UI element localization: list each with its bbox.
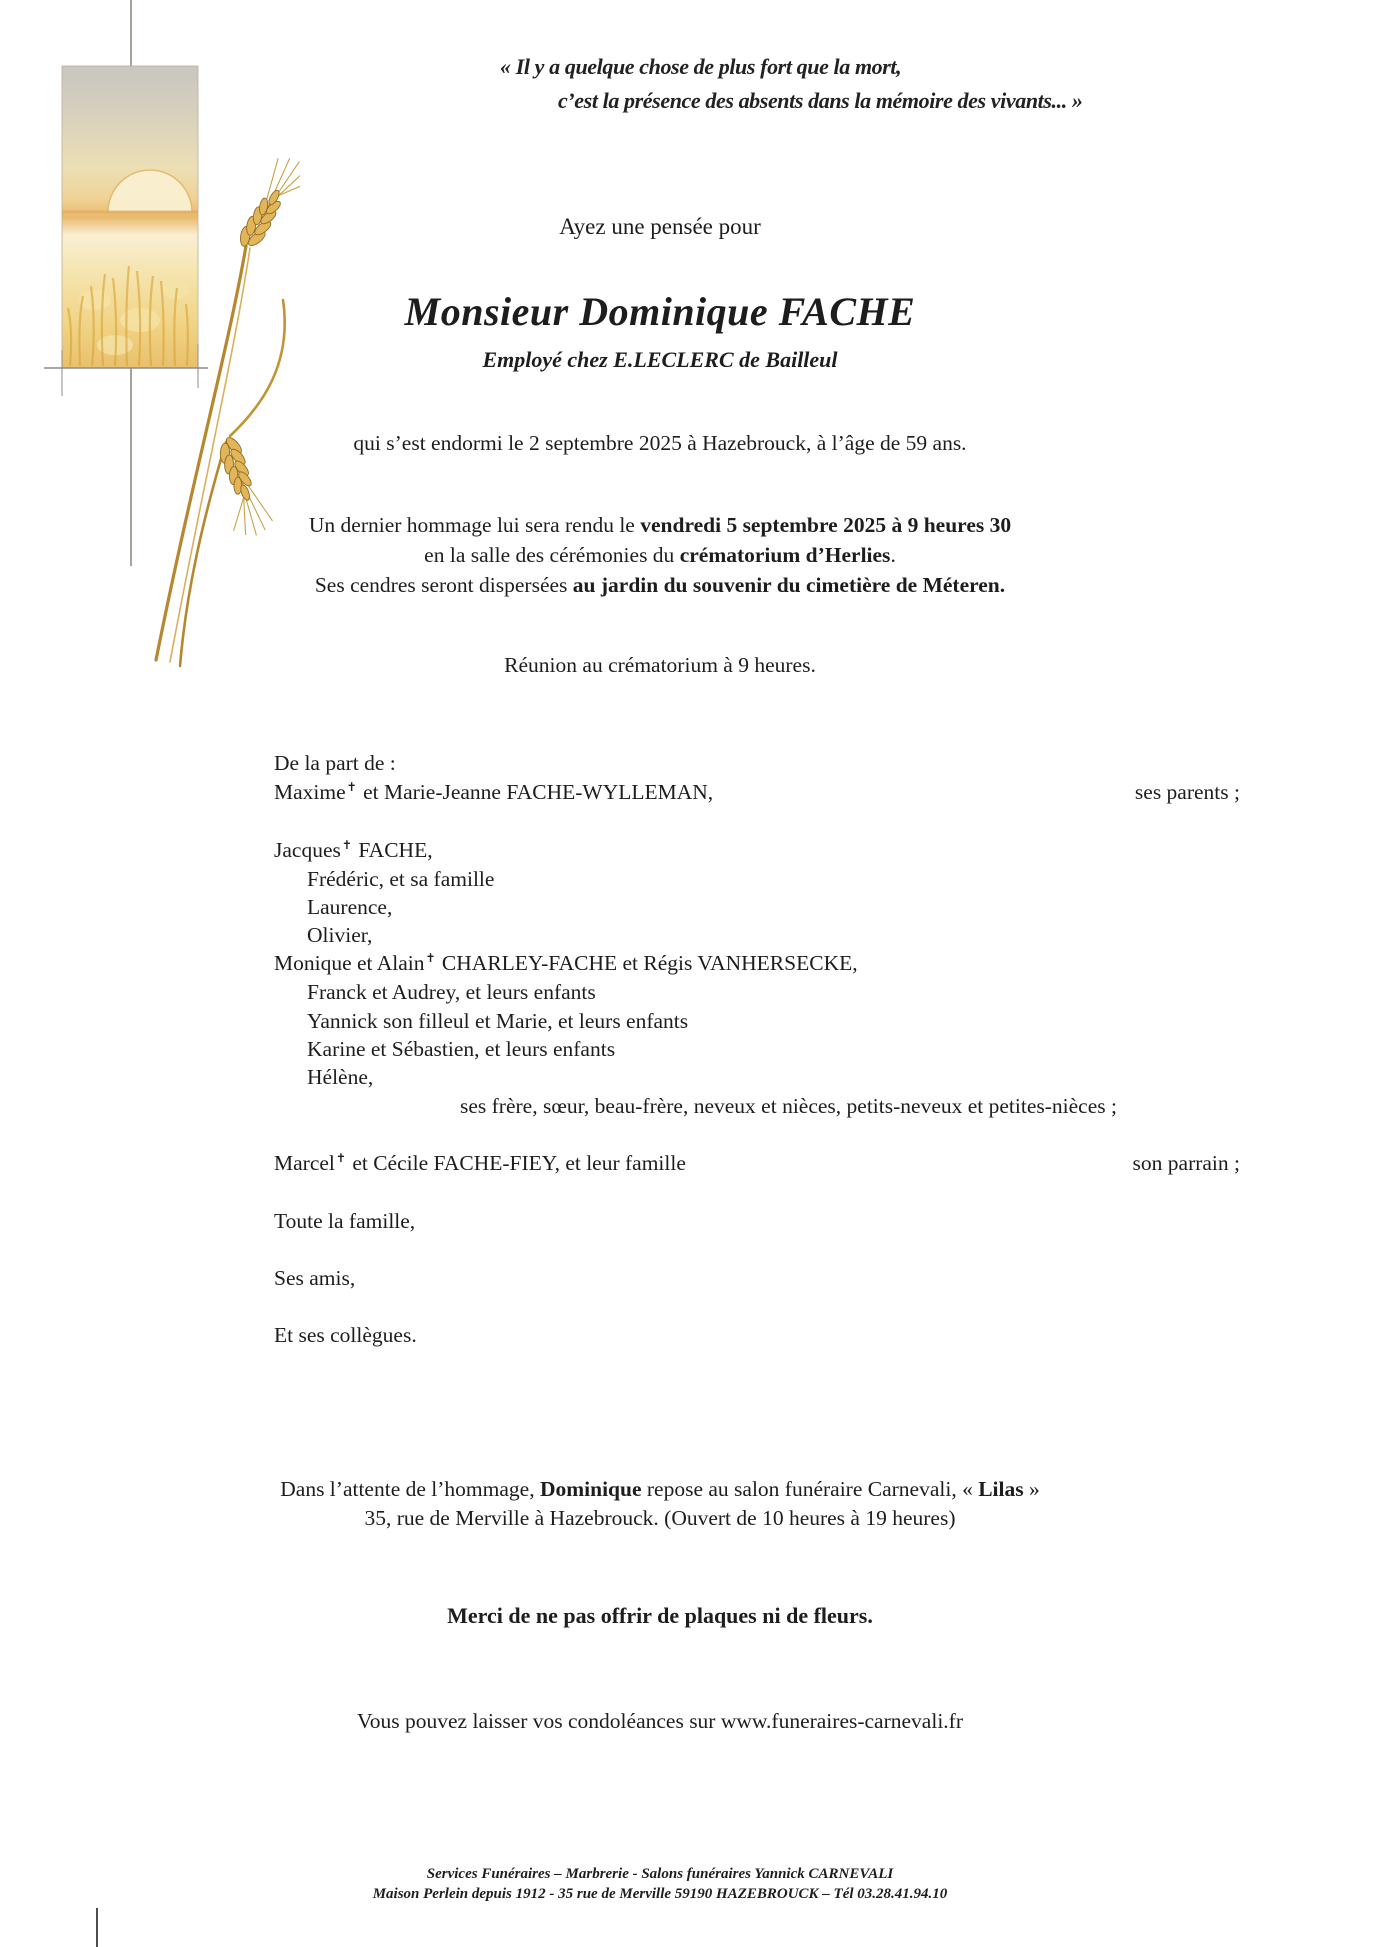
repose-line2: 35, rue de Merville à Hazebrouck. (Ouvert de 10 heures à 19 heures): [364, 1506, 956, 1530]
marcel-name-pre: Marcel: [274, 1151, 335, 1175]
jacques-name-post: FACHE,: [352, 838, 433, 862]
jacques-name-pre: Jacques: [274, 838, 341, 862]
memorial-quote-line1: « Il y a quelque chose de plus fort que la mort,: [500, 54, 902, 79]
family-row-colleagues: Et ses collègues.: [274, 1323, 417, 1347]
ceremony-line1-text: Un dernier hommage lui sera rendu le: [308, 513, 641, 537]
deceased-name: Monsieur Dominique FACHE: [404, 289, 916, 334]
repose-text-e: »: [1023, 1477, 1040, 1501]
repose-text-a: Dans l’attente de l’hommage,: [280, 1477, 540, 1501]
family-row-whole-family: Toute la famille,: [274, 1209, 416, 1233]
family-row-olivier: Olivier,: [307, 923, 373, 947]
ceremony-datetime: vendredi 5 septembre 2025 à 9 heures 30: [640, 513, 1012, 537]
deceased-occupation: Employé chez E.LECLERC de Bailleul: [482, 347, 838, 372]
parents-name-pre: Maxime: [274, 780, 346, 804]
family-siblings-relation: ses frère, sœur, beau-frère, neveux et nièces, petits-neveux et petites-nièces ;: [460, 1094, 1117, 1118]
family-row-parents: [274, 780, 1240, 805]
repose-line1: [40, 1477, 1280, 1502]
repose-first-name: Dominique: [539, 1477, 642, 1501]
ceremony-line1: [40, 513, 1280, 538]
condolences-line: Vous pouvez laisser vos condoléances sur www.funeraires-carnevali.fr: [357, 1709, 963, 1733]
family-row-frederic: Frédéric, et sa famille: [307, 867, 495, 891]
relation-parents: ses parents ;: [1134, 780, 1240, 804]
relation-godfather: son parrain ;: [1132, 1151, 1240, 1175]
repose-salon-name: Lilas: [978, 1477, 1024, 1501]
cross-icon: ✝: [341, 837, 352, 852]
marcel-name-post: et Cécile FACHE-FIEY, et leur famille: [346, 1151, 686, 1175]
family-row-karine: Karine et Sébastien, et leurs enfants: [307, 1037, 616, 1061]
family-row-jacques: [274, 838, 1240, 863]
ceremony-line2-period: .: [890, 543, 896, 567]
ashes-place: au jardin du souvenir du cimetière de Méteren.: [572, 573, 1006, 597]
repose-text-c: repose au salon funéraire Carnevali, «: [641, 1477, 979, 1501]
family-heading: De la part de :: [274, 751, 396, 775]
ashes-line: [40, 573, 1280, 598]
parents-name-post: et Marie-Jeanne FACHE-WYLLEMAN,: [357, 780, 714, 804]
cross-icon: ✝: [346, 779, 357, 794]
page-fold-mark: [96, 1908, 98, 1947]
cross-icon: ✝: [425, 950, 436, 965]
family-row-marcel: [274, 1151, 1240, 1176]
family-row-yannick: Yannick son filleul et Marie, et leurs enfants: [307, 1009, 689, 1033]
monique-name-post: CHARLEY-FACHE et Régis VANHERSECKE,: [436, 951, 858, 975]
ceremony-line2: [40, 543, 1280, 568]
family-row-franck: Franck et Audrey, et leurs enfants: [307, 980, 596, 1004]
footer-address-line: Maison Perlein depuis 1912 - 35 rue de Merville 59190 HAZEBROUCK – Tél 03.28.41.94.10: [372, 1886, 948, 1902]
ceremony-line2-text: en la salle des cérémonies du: [424, 543, 680, 567]
intro-line: Ayez une pensée pour: [559, 214, 761, 239]
cross-icon: ✝: [335, 1150, 346, 1165]
family-row-helene: Hélène,: [307, 1065, 374, 1089]
footer-services-line: Services Funéraires – Marbrerie - Salons funéraires Yannick CARNEVALI: [426, 1866, 894, 1882]
wheat-sunrise-illustration: [40, 0, 300, 670]
meeting-line: Réunion au crématorium à 9 heures.: [504, 653, 816, 677]
memorial-quote-line2: c’est la présence des absents dans la mémoire des vivants... »: [558, 88, 1083, 113]
ceremony-place: crématorium d’Herlies: [679, 543, 891, 567]
no-flowers-line: Merci de ne pas offrir de plaques ni de fleurs.: [447, 1603, 873, 1628]
family-row-monique: [274, 951, 1240, 976]
family-row-laurence: Laurence,: [307, 895, 393, 919]
ashes-line-text: Ses cendres seront dispersées: [314, 573, 573, 597]
death-notice: qui s’est endormi le 2 septembre 2025 à Hazebrouck, à l’âge de 59 ans.: [353, 431, 967, 455]
family-row-friends: Ses amis,: [274, 1266, 356, 1290]
monique-name-pre: Monique et Alain: [274, 951, 425, 975]
